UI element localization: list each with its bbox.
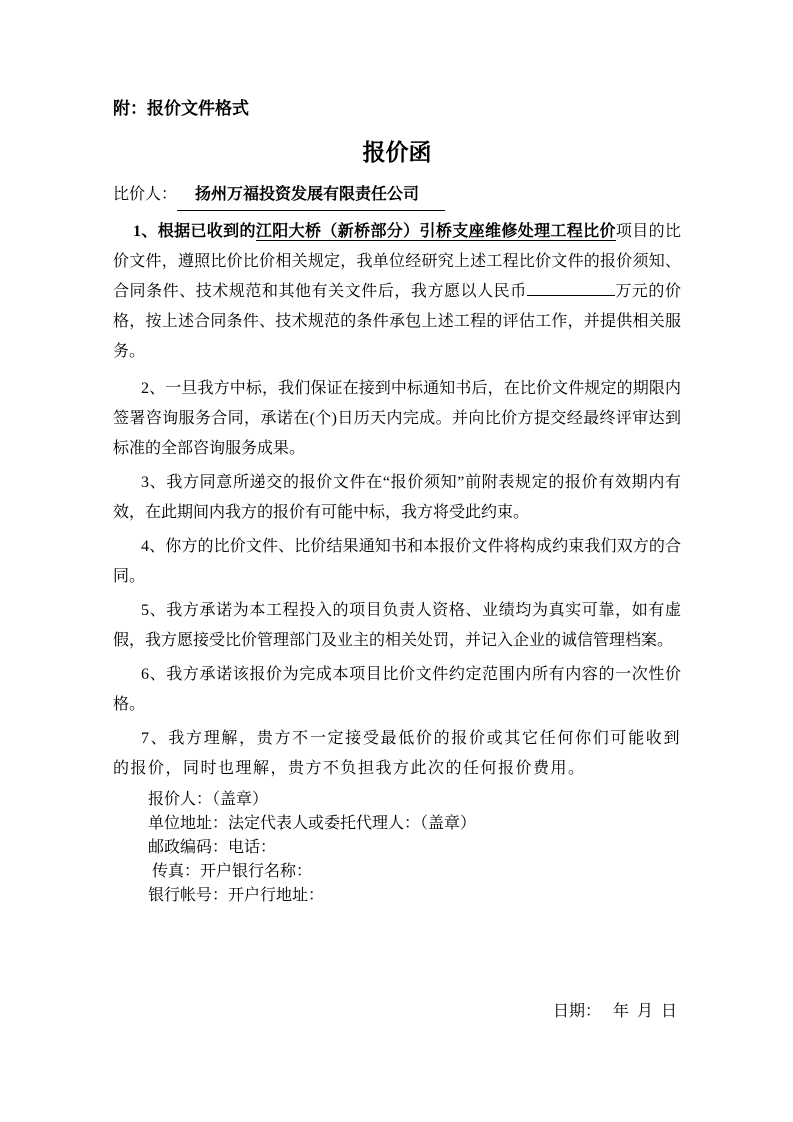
document-title: 报价函 (362, 140, 432, 165)
paragraph-3: 3、我方同意所递交的报价文件在“报价须知”前附表规定的报价有效期内有效，在此期间内我方的报价有可能中标，我方将受此约束。 (113, 474, 681, 521)
paragraph-1 (113, 217, 681, 367)
bidder-label: 比价人： (113, 186, 178, 203)
attachment-format-heading: 附：报价文件格式 (113, 99, 249, 118)
paragraph-1-lead: 1、根据已收到的 (133, 223, 256, 240)
bidder-name-underline (177, 182, 445, 211)
paragraph-6: 6、我方承诺该报价为完成本项目比价文件约定范围内所有内容的一次性价格。 (113, 666, 681, 713)
paragraph-2: 2、一旦我方中标，我们保证在接到中标通知书后，在比价文件规定的期限内签署咨询服务合同，承诺在(个)日历天内完成。并向比价方提交经最终评审达到标准的全部咨询服务成果。 (113, 380, 681, 457)
paragraph-1-body-after-blank: 万元的价格，按上述合同条件、技术规范的条件承包上述工程的评估工作，并提供相关服务。 (113, 283, 681, 360)
signature-line-quoter: 报价人：（盖章） (148, 791, 269, 808)
paragraph-1-body-before-blank: 项目的比价文件，遵照比价比价相关规定，我单位经研究上述工程比价文件的报价须知、合同条件、技术规范和其他有关文件后，我方愿以人民币 (113, 223, 681, 300)
project-name: 江阳大桥（新桥部分）引桥支座维修处理工程比价 (255, 223, 616, 240)
bidder-name: 扬州万福投资发展有限责任公司 (195, 186, 420, 203)
paragraph-5: 5、我方承诺为本工程投入的项目负责人资格、业绩均为真实可靠，如有虚假，我方愿接受比价管理部门及业主的相关处罚，并记入企业的诚信管理档案。 (113, 602, 681, 649)
date-line: 日期： 年 月 日 (553, 1003, 678, 1020)
paragraph-7: 7、我方理解，贵方不一定接受最低价的报价或其它任何你们可能收到的报价，同时也理解，贵方不负担我方此次的任何报价费用。 (113, 730, 681, 777)
signature-line-account-bankaddress: 银行帐号：开户行地址： (148, 887, 325, 904)
signature-line-fax-bank: 传真：开户银行名称： (148, 863, 313, 880)
signature-block (148, 788, 681, 908)
signature-line-postcode-phone: 邮政编码：电话： (148, 839, 277, 856)
paragraph-4: 4、你方的比价文件、比价结果通知书和本报价文件将构成约束我们双方的合同。 (113, 538, 681, 585)
bidder-line (113, 182, 681, 211)
signature-line-address-representative: 单位地址：法定代表人或委托代理人：（盖章） (148, 815, 477, 832)
amount-blank-line (527, 280, 615, 296)
